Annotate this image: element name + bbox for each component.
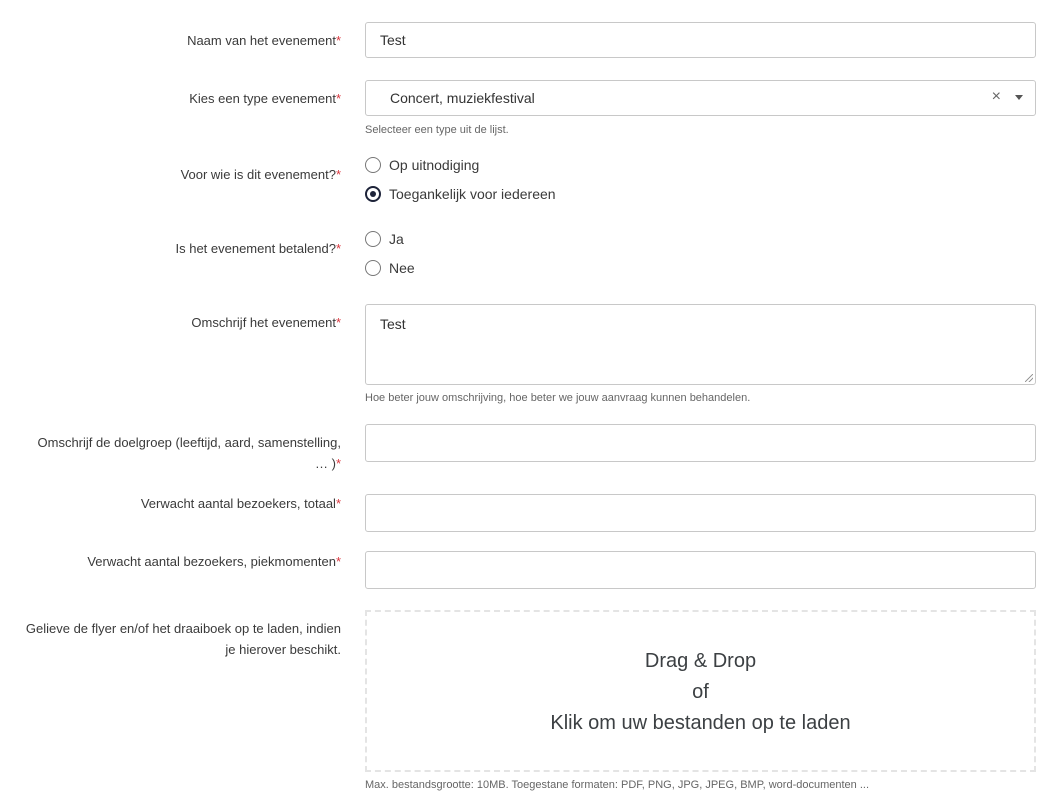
radio-button[interactable] [365, 231, 381, 247]
target-group-label-line2: … ) [314, 456, 336, 471]
visitors-total-input[interactable] [366, 495, 1035, 531]
dropzone-line1: Drag & Drop [644, 650, 757, 672]
target-group-input[interactable] [366, 425, 1035, 461]
required-marker: * [335, 91, 341, 106]
required-marker: * [335, 33, 341, 48]
paid-option-no[interactable] [365, 260, 415, 276]
required-marker: * [335, 315, 341, 330]
radio-label: Nee [389, 260, 415, 276]
event-type-label: Kies een type evenement* [189, 91, 341, 106]
required-marker: * [335, 241, 341, 256]
event-type-select[interactable] [365, 80, 1036, 116]
dropzone-line3: Klik om uw bestanden op te laden [550, 712, 851, 734]
radio-label: Op uitnodiging [389, 157, 480, 173]
required-marker: * [335, 167, 341, 182]
paid-label: Is het evenement betalend?* [175, 241, 341, 256]
target-group-label-line1: Omschrijf de doelgroep (leeftijd, aard, samenstelling, [37, 435, 341, 450]
paid-option-yes[interactable] [365, 231, 404, 247]
visitors-peak-field[interactable] [365, 551, 1036, 589]
description-help: Hoe beter jouw omschrijving, hoe beter we jouw aanvraag kunnen behandelen. [365, 392, 751, 404]
required-marker: * [335, 554, 341, 569]
clear-icon[interactable]: × [991, 88, 1001, 105]
radio-button-checked[interactable] [365, 186, 381, 202]
event-name-input[interactable] [366, 23, 1035, 57]
resize-handle-icon[interactable] [1025, 374, 1033, 382]
event-name-field[interactable] [365, 22, 1036, 58]
visitors-peak-input[interactable] [366, 552, 1035, 588]
upload-label [1, 618, 341, 660]
audience-option-invite[interactable] [365, 157, 479, 173]
dropzone-line2: of [692, 681, 709, 703]
description-label: Omschrijf het evenement* [191, 315, 341, 330]
target-group-field[interactable] [365, 424, 1036, 462]
file-dropzone[interactable] [365, 610, 1036, 772]
upload-label-line1: Gelieve de flyer en/of het draaiboek op te laden, indien [25, 621, 341, 636]
event-type-value: Concert, muziekfestival [390, 90, 535, 106]
chevron-down-icon[interactable] [1015, 95, 1023, 100]
visitors-peak-label: Verwacht aantal bezoekers, piekmomenten* [87, 554, 341, 569]
description-value: Test [380, 316, 406, 332]
required-marker: * [335, 456, 341, 471]
radio-button[interactable] [365, 260, 381, 276]
upload-label-line2: je hierover beschikt. [225, 642, 341, 657]
visitors-total-field[interactable] [365, 494, 1036, 532]
audience-label: Voor wie is dit evenement?* [180, 167, 341, 182]
radio-button[interactable] [365, 157, 381, 173]
audience-option-public[interactable] [365, 186, 556, 202]
radio-label: Ja [389, 231, 404, 247]
description-textarea[interactable] [365, 304, 1036, 385]
target-group-label [1, 432, 341, 474]
required-marker: * [335, 496, 341, 511]
visitors-total-label: Verwacht aantal bezoekers, totaal* [140, 496, 341, 511]
event-type-help: Selecteer een type uit de lijst. [365, 124, 509, 136]
upload-help: Max. bestandsgrootte: 10MB. Toegestane formaten: PDF, PNG, JPG, JPEG, BMP, word-documenten ... [365, 779, 869, 791]
event-name-label: Naam van het evenement* [187, 33, 341, 48]
radio-label: Toegankelijk voor iedereen [389, 186, 556, 202]
